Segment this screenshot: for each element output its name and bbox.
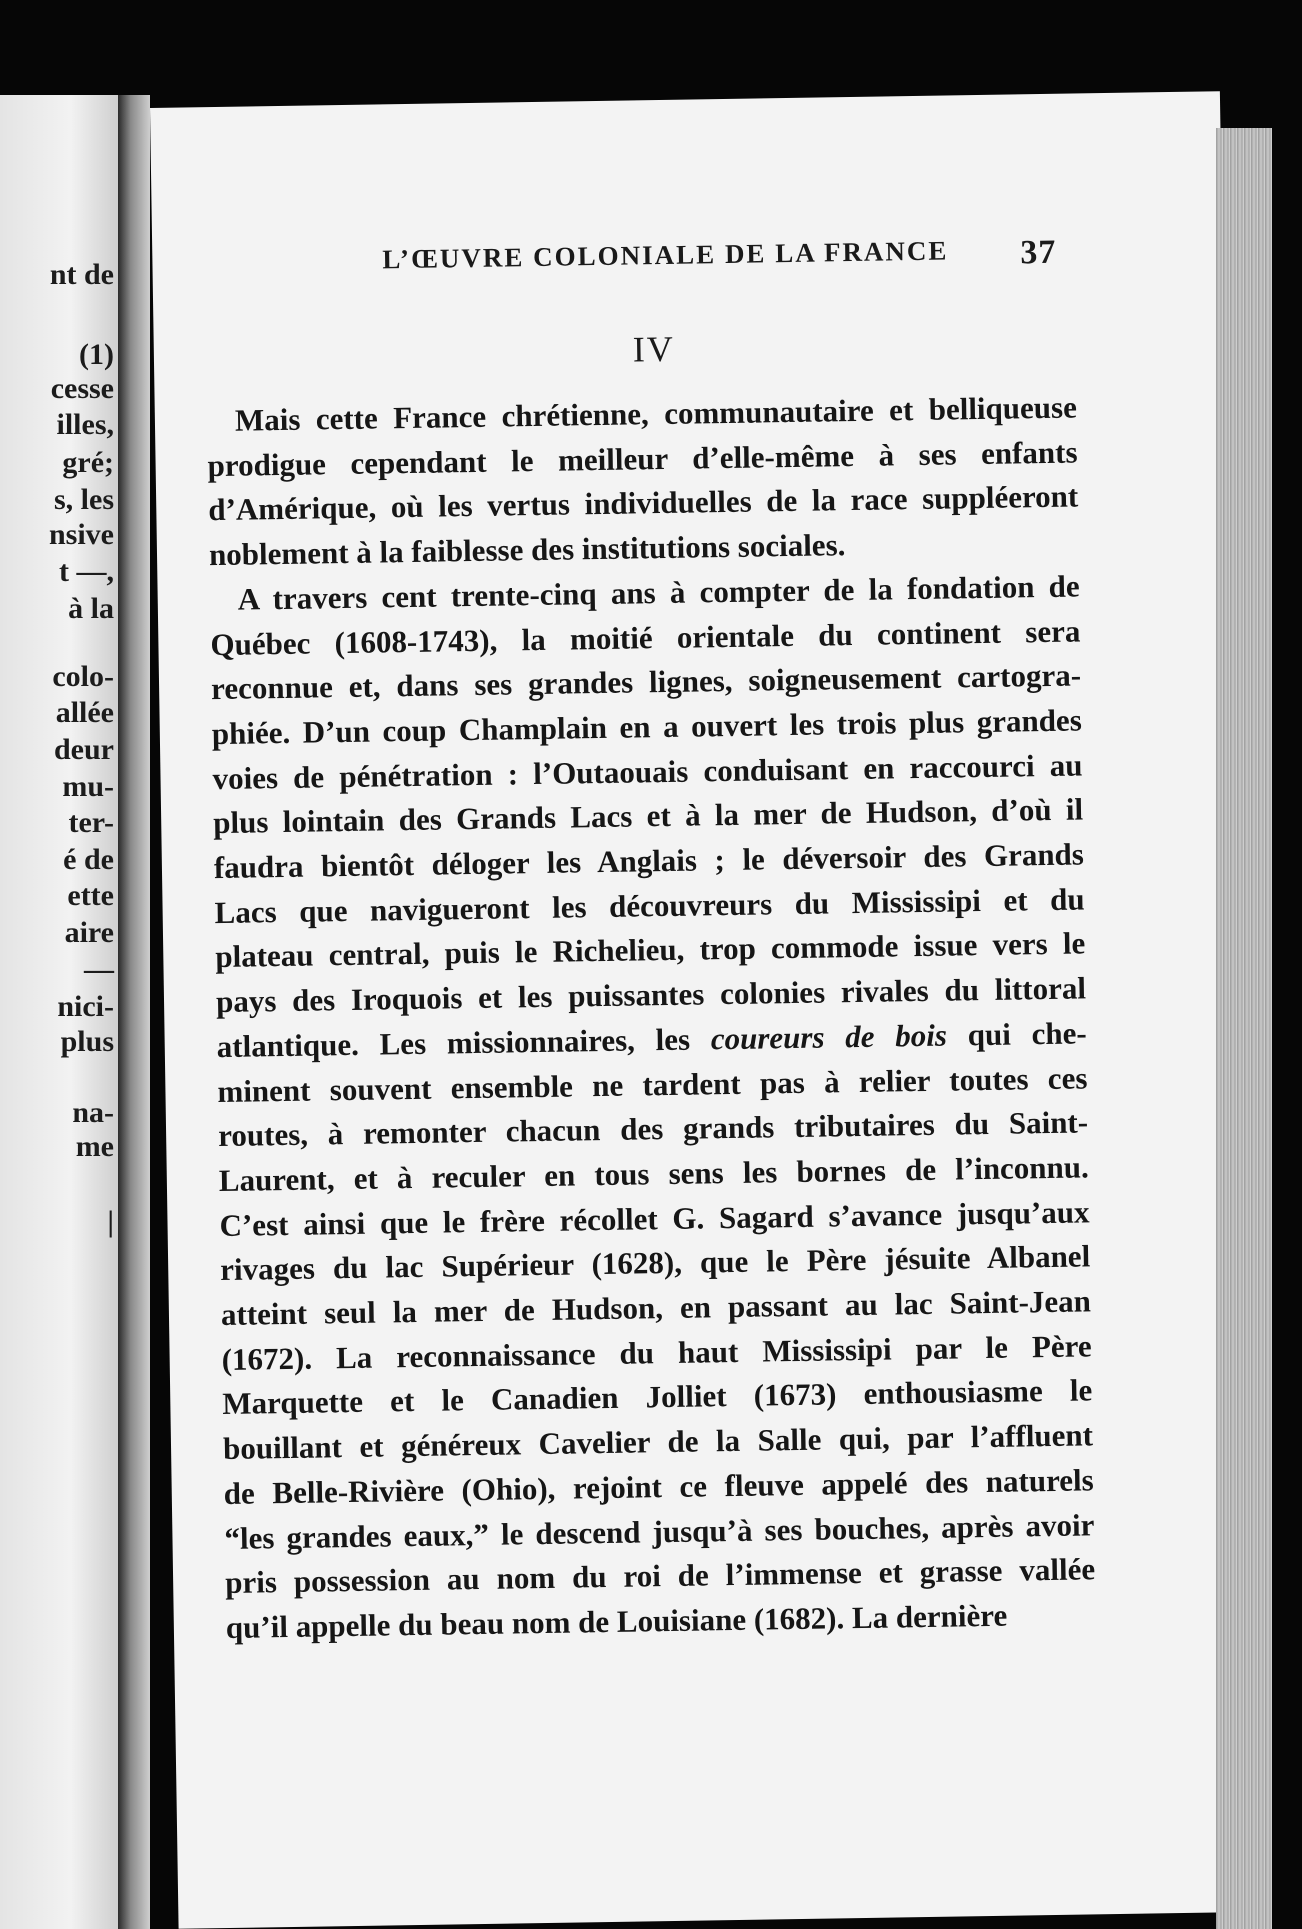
text-line: noblement à la faiblesse des institutions sociales. [208,527,846,573]
text-line: reconnue et, dans ses grandes lignes, soigneusement cartogra- [210,657,1082,707]
text-line: Laurent, et à reculer en tous sens les bornes de l’inconnu. [218,1149,1090,1199]
page-number: 37 [1020,233,1057,272]
text-line: voies de pénétration : l’Outaouais conduisant en raccourci au [212,747,1083,796]
left-page-fragment: allée [55,696,114,729]
running-head [152,231,1222,275]
text-line: Mais cette France chrétienne, communautaire et belliqueuse [234,389,1078,438]
left-page-fragment: aire [64,916,114,949]
left-page-fragment: cesse [50,372,114,405]
page-fore-edge [1216,128,1272,1929]
left-page-fragment: mu- [62,770,114,803]
text-line: atteint seul la mer de Hudson, en passant au lac Saint-Jean [220,1283,1092,1333]
text-line: pris possession au nom du roi de l’immense et grasse vallée [224,1551,1096,1601]
left-page-fragment: (1) [79,338,114,371]
text-line: (1672). La reconnaissance du haut Mississipi par le Père [221,1328,1092,1377]
left-page-fragment: colo- [52,660,114,693]
paragraph-2 [209,564,1096,1650]
left-page-fragment: s, les [54,483,114,516]
text-line: faudra bientôt déloger les Anglais ; le déversoir des Grands [213,836,1085,886]
adjacent-left-page [0,95,118,1929]
text-line: rivages du lac Supérieur (1628), que le Père jésuite Albanel [219,1238,1091,1288]
paragraph-1 [207,385,1080,577]
running-head-title: L’ŒUVRE COLONIALE DE LA FRANCE [382,235,949,275]
left-page-fragment: na- [72,1096,114,1129]
left-page-fragment: deur [54,733,114,766]
text-line: de Belle-Rivière (Ohio), rejoint ce fleuve appelé des naturels [223,1462,1094,1511]
left-page-fragment: me [75,1130,114,1163]
text-line: Marquette et le Canadien Jolliet (1673) enthousiasme le [222,1372,1093,1422]
text-line: qu’il appelle du beau nom de Louisiane (1682). La dernière [225,1597,1008,1645]
left-page-fragment: nsive [48,518,114,551]
left-page-fragment: plus [60,1025,114,1058]
left-page-fragment: illes, [56,408,114,441]
text-line: bouillant et généreux Cavelier de la Salle qui, par l’affluent [222,1417,1094,1467]
left-page-fragment: ter- [68,806,114,839]
text-line: A travers cent trente-cinq ans à compter de la fondation de [237,568,1080,617]
text-line: minent souvent ensemble ne tardent pas à relier toutes ces [217,1059,1088,1109]
text-line: phiée. D’un coup Champlain en a ouvert les trois plus grandes [211,702,1083,752]
text-line: plateau central, puis le Richelieu, trop commode issue vers le [215,925,1086,975]
left-page-fragment: à la [68,592,114,625]
text-line: Québec (1608-1743), la moitié orientale du continent sera [210,612,1081,662]
text-line: “les grandes eaux,” le descend jusqu’à ses bouches, après avoir [224,1506,1095,1556]
left-page-fragment: nici- [57,990,114,1023]
text-line: pays des Iroquois et les puissantes colonies rivales du littoral [215,970,1087,1020]
text-line: C’est ainsi que le frère récollet G. Sagard s’avance jusqu’aux [219,1194,1090,1243]
left-page-fragment: t —, [59,555,114,588]
left-page-fragment: gré; [62,446,114,479]
left-page-fragment: nt de [49,258,114,291]
left-page-fragment: é de [63,843,114,876]
left-page-fragment: ette [67,879,114,912]
text-line: prodigue cependant le meilleur d’elle-même à ses enfants [207,434,1078,483]
page [150,91,1248,1929]
text-line: atlantique. Les missionnaires, les coureurs de bois qui che- [216,1015,1087,1064]
book-gutter [118,95,150,1929]
left-page-fragment: — [84,953,114,986]
text-line: plus lointain des Grands Lacs et à la mer de Hudson, d’où il [212,791,1084,841]
text-line: Lacs que navigueront les découvreurs du Mississipi et du [214,881,1085,930]
section-heading: IV [632,328,676,370]
body-text [207,385,1097,1650]
text-line: d’Amérique, où les vertus individuelles de la race suppléeront [208,478,1079,528]
text-line: routes, à remonter chacun des grands tributaires du Saint- [217,1104,1089,1154]
left-page-fragment: | [107,1205,114,1238]
